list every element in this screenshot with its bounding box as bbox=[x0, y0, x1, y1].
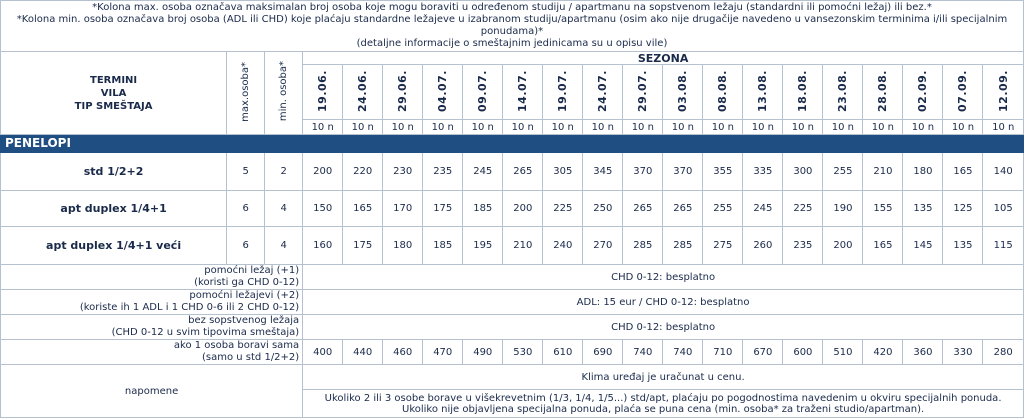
price-cell: 225 bbox=[543, 191, 583, 227]
price-cell: 185 bbox=[423, 227, 463, 265]
date-cell bbox=[743, 65, 783, 120]
price-cell: 300 bbox=[783, 153, 823, 191]
price-cell: 245 bbox=[463, 153, 503, 191]
date-cell bbox=[583, 65, 623, 120]
termini-label: TERMINI bbox=[90, 74, 138, 86]
nights-cell: 10 n bbox=[623, 120, 663, 135]
extra-label-pomocni1 bbox=[1, 265, 303, 290]
price-cell: 105 bbox=[983, 191, 1024, 227]
date-cell bbox=[663, 65, 703, 120]
napomene-line3: Ukoliko nije objavljena specijalna ponuda, plaća se puna cena (min. osoba* za traženi studio/apartman). bbox=[402, 403, 925, 415]
price-cell: 370 bbox=[663, 153, 703, 191]
room-name: apt duplex 1/4+1 bbox=[1, 191, 227, 227]
date-cell bbox=[303, 65, 343, 120]
price-cell: 175 bbox=[423, 191, 463, 227]
date-label: 24.07. bbox=[596, 69, 610, 112]
single-price-cell: 740 bbox=[663, 340, 703, 365]
single-price-cell: 740 bbox=[623, 340, 663, 365]
room-name: std 1/2+2 bbox=[1, 153, 227, 191]
price-cell: 165 bbox=[343, 191, 383, 227]
price-cell: 160 bbox=[303, 227, 343, 265]
vila-label: VILA bbox=[100, 87, 127, 99]
extra-label-line1: bez sopstvenog ležaja bbox=[188, 315, 300, 326]
date-label: 07.09. bbox=[956, 69, 970, 112]
extra-row bbox=[1, 265, 1024, 290]
date-cell bbox=[823, 65, 863, 120]
napomene-line2: Ukoliko 2 ili 3 osobe borave u višekrevetnim (1/3, 1/4, 1/5...) std/apt, plaćaju po pogodnostima navedenim u okviru specijalnih ponuda. bbox=[324, 392, 1002, 404]
price-cell: 185 bbox=[463, 191, 503, 227]
price-cell: 245 bbox=[743, 191, 783, 227]
single-price-cell: 710 bbox=[703, 340, 743, 365]
date-cell bbox=[943, 65, 983, 120]
price-cell: 235 bbox=[783, 227, 823, 265]
nights-cell: 10 n bbox=[343, 120, 383, 135]
date-label: 24.06. bbox=[356, 69, 370, 112]
price-cell: 265 bbox=[623, 191, 663, 227]
date-label: 29.06. bbox=[396, 69, 410, 112]
price-cell: 265 bbox=[503, 153, 543, 191]
date-cell bbox=[543, 65, 583, 120]
nights-cell: 10 n bbox=[903, 120, 943, 135]
price-cell: 305 bbox=[543, 153, 583, 191]
extra-label-line2: (koristi ga CHD 0-12) bbox=[194, 277, 300, 288]
date-label: 12.09. bbox=[996, 69, 1010, 112]
date-label: 13.08. bbox=[756, 69, 770, 112]
date-cell bbox=[463, 65, 503, 120]
single-price-cell: 510 bbox=[823, 340, 863, 365]
min-osoba-value: 4 bbox=[265, 191, 303, 227]
date-cell bbox=[383, 65, 423, 120]
price-cell: 150 bbox=[303, 191, 343, 227]
nights-cell: 10 n bbox=[823, 120, 863, 135]
price-cell: 335 bbox=[743, 153, 783, 191]
note-min: *Kolona min. osoba označava broj osoba (ADL ili CHD) koje plaćaju standardne ležajeve u izabranom studiju/apartmanu (osim ako nije drugačije navedeno u vansezonskim terminima i/ili specijalnim ponudama)* bbox=[16, 14, 1008, 37]
extra-label-line1: pomoćni ležaj (+1) bbox=[204, 265, 300, 276]
nights-cell: 10 n bbox=[783, 120, 823, 135]
max-osoba-value: 6 bbox=[227, 191, 265, 227]
date-label: 28.08. bbox=[876, 69, 890, 112]
extra-value-pomocni2: ADL: 15 eur / CHD 0-12: besplatno bbox=[303, 290, 1024, 315]
price-cell: 180 bbox=[383, 227, 423, 265]
min-osoba-value: 4 bbox=[265, 227, 303, 265]
date-cell bbox=[503, 65, 543, 120]
price-cell: 285 bbox=[623, 227, 663, 265]
extra-label-line2: (koriste ih 1 ADL i 1 CHD 0-6 ili 2 CHD 0-12) bbox=[79, 302, 300, 313]
room-row bbox=[1, 191, 1024, 227]
price-cell: 235 bbox=[423, 153, 463, 191]
date-label: 09.07. bbox=[476, 69, 490, 112]
nights-cell: 10 n bbox=[983, 120, 1024, 135]
nights-cell: 10 n bbox=[543, 120, 583, 135]
extra-label-line2: (CHD 0-12 u svim tipovima smeštaja) bbox=[111, 327, 300, 338]
price-cell: 140 bbox=[983, 153, 1024, 191]
villa-row bbox=[1, 135, 1024, 153]
date-label: 04.07. bbox=[436, 69, 450, 112]
price-cell: 355 bbox=[703, 153, 743, 191]
single-price-cell: 460 bbox=[383, 340, 423, 365]
nights-cell: 10 n bbox=[863, 120, 903, 135]
price-cell: 210 bbox=[863, 153, 903, 191]
price-cell: 135 bbox=[943, 227, 983, 265]
price-cell: 200 bbox=[303, 153, 343, 191]
note-max: *Kolona max. osoba označava maksimalan broj osoba koje mogu boraviti u određenom studiju / apartmanu na sopstvenom ležaju (standardni ili pomoćni ležaj) ili bez.* bbox=[92, 2, 932, 13]
price-cell: 125 bbox=[943, 191, 983, 227]
room-row bbox=[1, 153, 1024, 191]
date-cell bbox=[903, 65, 943, 120]
date-label: 19.06. bbox=[316, 69, 330, 112]
price-cell: 155 bbox=[863, 191, 903, 227]
price-cell: 190 bbox=[823, 191, 863, 227]
price-cell: 265 bbox=[663, 191, 703, 227]
date-cell bbox=[703, 65, 743, 120]
price-cell: 230 bbox=[383, 153, 423, 191]
date-label: 08.08. bbox=[716, 69, 730, 112]
date-cell bbox=[983, 65, 1024, 120]
nights-cell: 10 n bbox=[503, 120, 543, 135]
nights-cell: 10 n bbox=[583, 120, 623, 135]
single-price-cell: 490 bbox=[463, 340, 503, 365]
napomene-label: napomene bbox=[1, 365, 303, 418]
napomene-klima: Klima uređaj je uračunat u cenu. bbox=[303, 365, 1024, 390]
price-cell: 175 bbox=[343, 227, 383, 265]
extra-label-line1: pomoćni ležajevi (+2) bbox=[189, 290, 300, 301]
extra-value-bez: CHD 0-12: besplatno bbox=[303, 315, 1024, 340]
price-cell: 135 bbox=[903, 191, 943, 227]
single-price-cell: 670 bbox=[743, 340, 783, 365]
price-cell: 225 bbox=[783, 191, 823, 227]
single-price-cell: 470 bbox=[423, 340, 463, 365]
price-cell: 210 bbox=[503, 227, 543, 265]
price-cell: 170 bbox=[383, 191, 423, 227]
price-cell: 285 bbox=[663, 227, 703, 265]
date-cell bbox=[623, 65, 663, 120]
napomene-special bbox=[303, 390, 1024, 418]
extra-label-line1: ako 1 osoba boravi sama bbox=[173, 340, 300, 351]
single-occupancy-row bbox=[1, 340, 1024, 365]
date-label: 29.07. bbox=[636, 69, 650, 112]
price-cell: 115 bbox=[983, 227, 1024, 265]
nights-cell: 10 n bbox=[703, 120, 743, 135]
date-label: 19.07. bbox=[556, 69, 570, 112]
price-cell: 220 bbox=[343, 153, 383, 191]
price-cell: 345 bbox=[583, 153, 623, 191]
date-cell bbox=[343, 65, 383, 120]
price-cell: 250 bbox=[583, 191, 623, 227]
room-row bbox=[1, 227, 1024, 265]
extra-value-pomocni1: CHD 0-12: besplatno bbox=[303, 265, 1024, 290]
nights-cell: 10 n bbox=[463, 120, 503, 135]
date-cell bbox=[863, 65, 903, 120]
price-cell: 275 bbox=[703, 227, 743, 265]
price-cell: 240 bbox=[543, 227, 583, 265]
nights-cell: 10 n bbox=[943, 120, 983, 135]
price-cell: 165 bbox=[943, 153, 983, 191]
price-cell: 260 bbox=[743, 227, 783, 265]
date-label: 03.08. bbox=[676, 69, 690, 112]
min-osoba-header: min. osoba* bbox=[265, 52, 303, 135]
price-cell: 200 bbox=[503, 191, 543, 227]
min-osoba-value: 2 bbox=[265, 153, 303, 191]
price-cell: 270 bbox=[583, 227, 623, 265]
price-cell: 145 bbox=[903, 227, 943, 265]
header-labels-cell bbox=[1, 52, 227, 135]
single-price-cell: 610 bbox=[543, 340, 583, 365]
single-price-cell: 360 bbox=[903, 340, 943, 365]
napomene-row bbox=[1, 365, 1024, 390]
extra-label-pomocni2 bbox=[1, 290, 303, 315]
note-info: (detaljne informacije o smeštajnim jedinicama su u opisu vile) bbox=[356, 38, 668, 49]
price-cell: 255 bbox=[823, 153, 863, 191]
price-cell: 255 bbox=[703, 191, 743, 227]
date-cell bbox=[423, 65, 463, 120]
date-label: 02.09. bbox=[916, 69, 930, 112]
max-osoba-value: 6 bbox=[227, 227, 265, 265]
price-cell: 180 bbox=[903, 153, 943, 191]
extra-label-bez bbox=[1, 315, 303, 340]
sezona-header: SEZONA bbox=[303, 52, 1024, 65]
date-label: 14.07. bbox=[516, 69, 530, 112]
nights-cell: 10 n bbox=[743, 120, 783, 135]
max-osoba-value: 5 bbox=[227, 153, 265, 191]
single-price-cell: 400 bbox=[303, 340, 343, 365]
nights-cell: 10 n bbox=[383, 120, 423, 135]
price-cell: 200 bbox=[823, 227, 863, 265]
nights-cell: 10 n bbox=[423, 120, 463, 135]
extra-label-ako bbox=[1, 340, 303, 365]
single-price-cell: 530 bbox=[503, 340, 543, 365]
single-price-cell: 420 bbox=[863, 340, 903, 365]
price-cell: 195 bbox=[463, 227, 503, 265]
extra-row bbox=[1, 290, 1024, 315]
single-price-cell: 600 bbox=[783, 340, 823, 365]
price-cell: 165 bbox=[863, 227, 903, 265]
header-row bbox=[1, 52, 1024, 65]
date-cell bbox=[783, 65, 823, 120]
single-price-cell: 440 bbox=[343, 340, 383, 365]
extra-row bbox=[1, 315, 1024, 340]
tip-label: TIP SMEŠTAJA bbox=[74, 100, 153, 112]
single-price-cell: 690 bbox=[583, 340, 623, 365]
max-osoba-header: max.osoba* bbox=[227, 52, 265, 135]
villa-name: PENELOPI bbox=[1, 135, 1024, 153]
nights-cell: 10 n bbox=[303, 120, 343, 135]
extra-label-line2: (samo u std 1/2+2) bbox=[202, 352, 300, 363]
nights-cell: 10 n bbox=[663, 120, 703, 135]
single-price-cell: 280 bbox=[983, 340, 1024, 365]
price-cell: 370 bbox=[623, 153, 663, 191]
room-name: apt duplex 1/4+1 veći bbox=[1, 227, 227, 265]
date-label: 23.08. bbox=[836, 69, 850, 112]
notes-row bbox=[1, 1, 1024, 52]
date-label: 18.08. bbox=[796, 69, 810, 112]
single-price-cell: 330 bbox=[943, 340, 983, 365]
